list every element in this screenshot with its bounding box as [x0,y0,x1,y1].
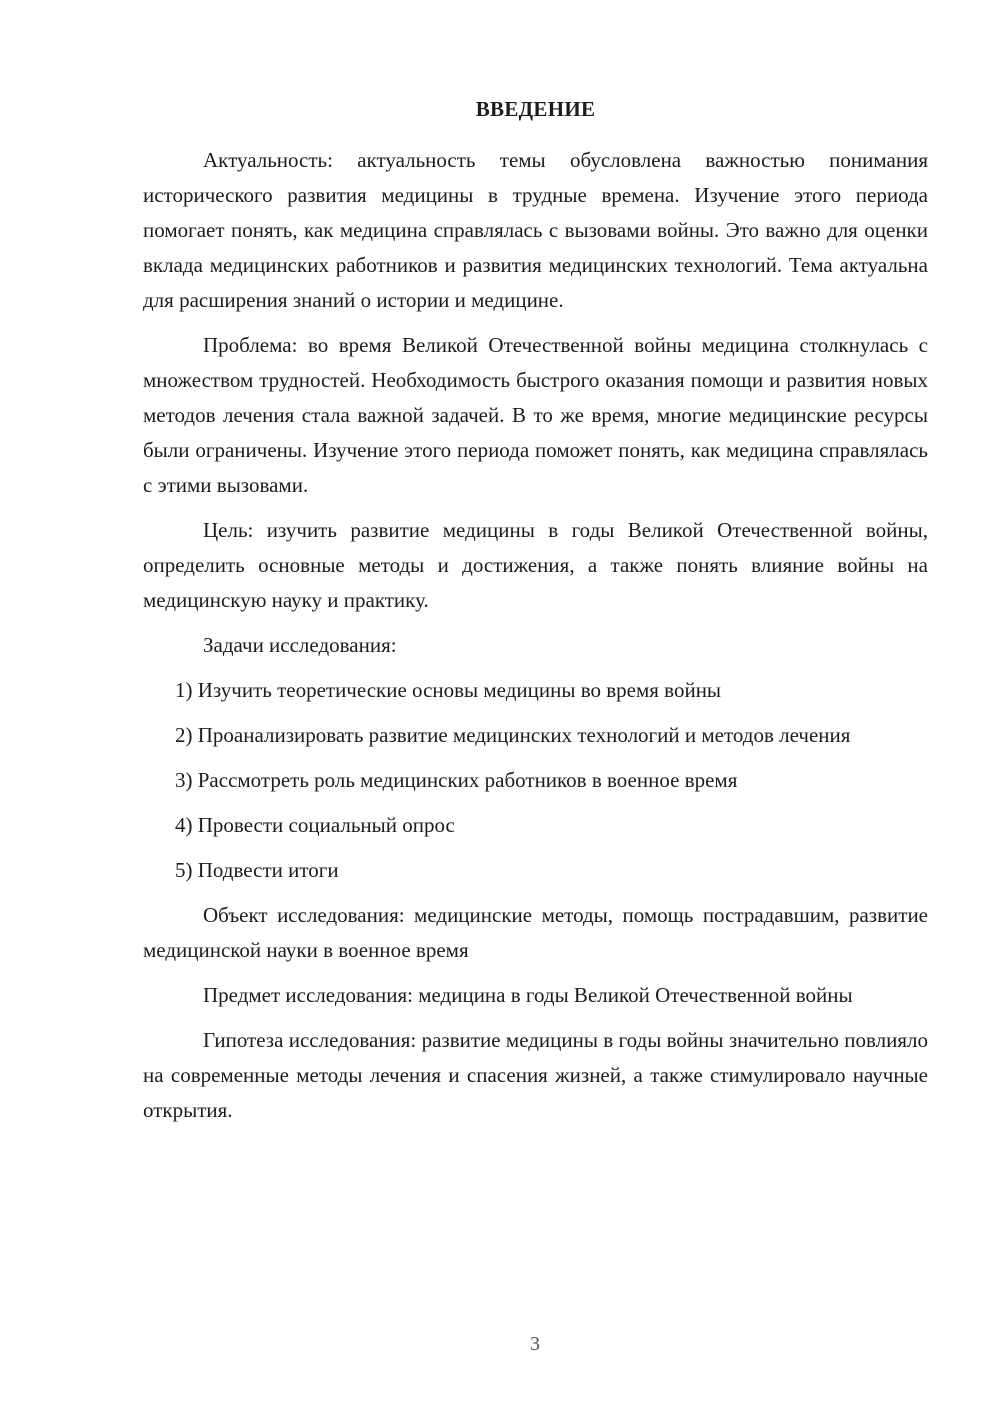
subject-paragraph: Предмет исследования: медицина в годы Великой Отечественной войны [203,983,853,1007]
object-paragraph: Объект исследования: медицинские методы, помощь пострадавшим, развитие медицинской науки в военное время [143,903,928,962]
task-item: 3) Рассмотреть роль медицинских работников в военное время [175,768,738,792]
task-item: 4) Провести социальный опрос [175,813,455,837]
task-item: 2) Проанализировать развитие медицинских технологий и методов лечения [175,723,851,747]
task-item: 5) Подвести итоги [175,858,339,882]
tasks-title: Задачи исследования: [203,633,397,657]
tasks-list [143,673,928,888]
page-number: 3 [530,1333,540,1355]
hypothesis-paragraph: Гипотеза исследования: развитие медицины в годы войны значительно повлияло на современные методы лечения и спасения жизней, а также стимулировало научные открытия. [143,1028,928,1122]
goal-paragraph: Цель: изучить развитие медицины в годы Великой Отечественной войны, определить основные методы и достижения, а также понять влияние войны на медицинскую науку и практику. [143,518,928,612]
task-item: 1) Изучить теоретические основы медицины во время войны [175,678,722,702]
problem-paragraph: Проблема: во время Великой Отечественной войны медицина столкнулась с множеством трудностей. Необходимость быстрого оказания помощи и развития новых методов лечения стала важной задачей. В то же время, многие медицинские ресурсы были ограничены. Изучение этого периода поможет понять, как медицина справлялась с этими вызовами. [143,333,928,497]
relevance-paragraph: Актуальность: актуальность темы обусловлена важностью понимания исторического развития медицины в трудные времена. Изучение этого периода помогает понять, как медицина справлялась с вызовами войны. Это важно для оценки вклада медицинских работников и развития медицинских технологий. Тема актуальна для расширения знаний о истории и медицине. [143,148,928,312]
section-heading: ВВЕДЕНИЕ [475,97,596,121]
document-page [143,92,928,1138]
